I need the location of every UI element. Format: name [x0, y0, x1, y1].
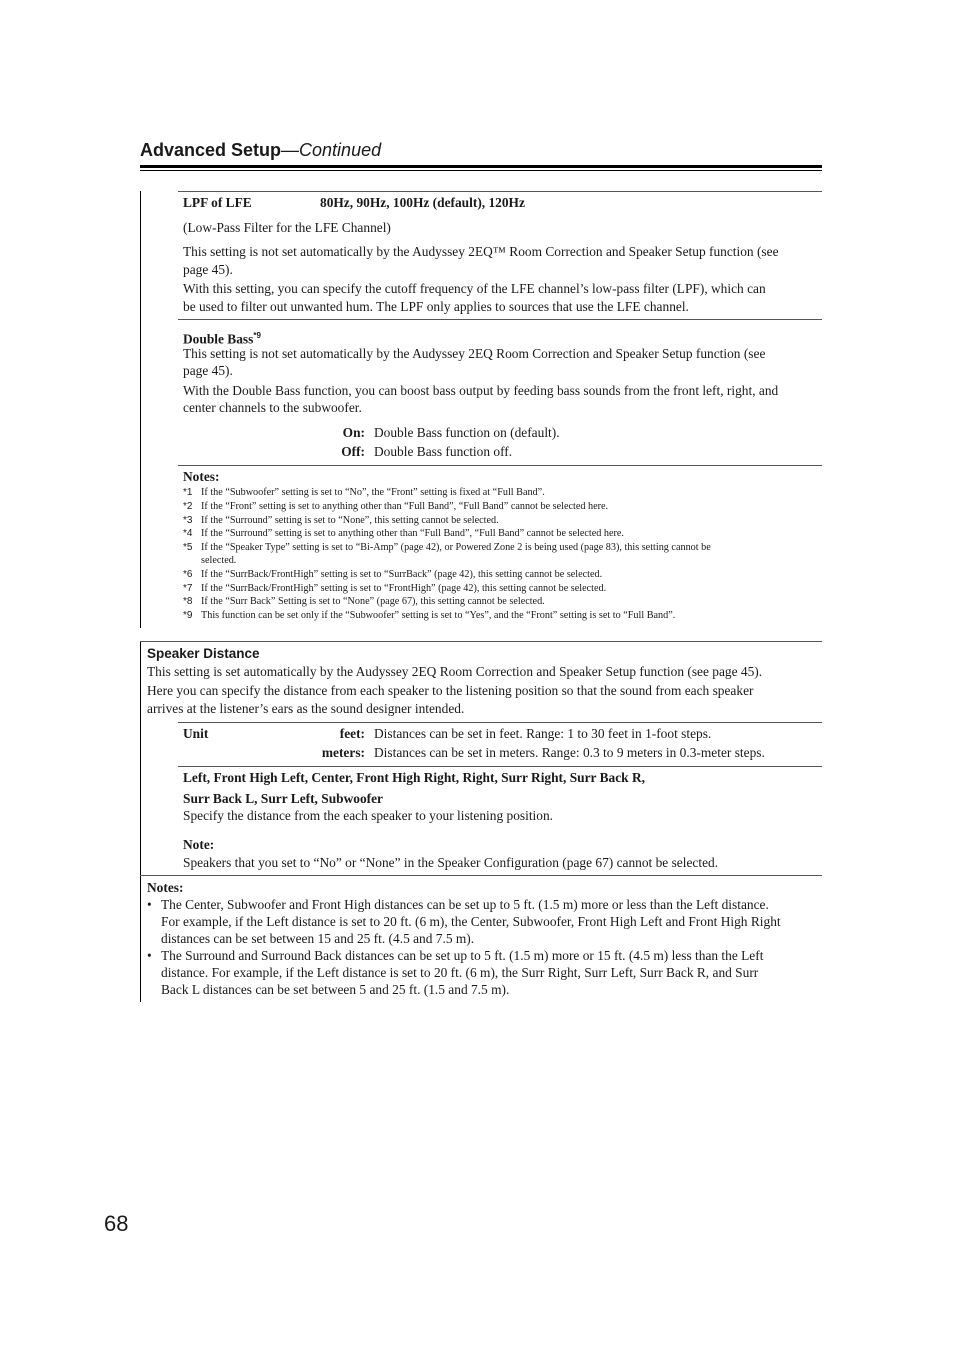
double-bass-label-text: Double Bass [183, 331, 254, 347]
lpf-subtitle: (Low-Pass Filter for the LFE Channel) [183, 220, 391, 235]
footnote-text: This function can be set only if the “Subwoofer” setting is set to “Yes”, and the “Front” setting is set to “Full Band”. [201, 610, 676, 621]
speaker-note1-line3: distances can be set between 15 and 25 ft. (4.5 and 7.5 m). [161, 931, 475, 946]
speakers-note-heading: Note: [183, 837, 215, 852]
footnote-text: If the “SurrBack/FrontHigh” setting is set to “FrontHigh” (page 42), this setting cannot be selected. [201, 583, 607, 594]
lpf-values: 80Hz, 90Hz, 100Hz (default), 120Hz [320, 195, 525, 210]
double-bass-para2-line1: With the Double Bass function, you can boost bass output by feeding bass sounds from the front left, right, and [183, 383, 779, 398]
speaker-note2-bullet: • [147, 948, 152, 963]
double-bass-para1-line1: This setting is not set automatically by the Audyssey 2EQ Room Correction and Speaker Setup function (see [183, 346, 766, 361]
footnote-mark: *2 [183, 501, 193, 512]
speakers-list-line1: Left, Front High Left, Center, Front High Right, Right, Surr Right, Surr Back R, [183, 770, 645, 785]
footnote-text: If the “Surr Back” Setting is set to “None” (page 67), this setting cannot be selected. [201, 596, 545, 607]
page-number: 68 [104, 1211, 129, 1236]
rule-notes-top [140, 875, 822, 876]
footnote-text: If the “Front” setting is set to anything other than “Full Band”, “Full Band” cannot be selected here. [201, 501, 609, 512]
speaker-notes-heading: Notes: [147, 880, 184, 895]
double-bass-para2-line2: center channels to the subwoofer. [183, 400, 362, 415]
rule-lpf-top [178, 191, 822, 192]
lpf-para2-line2: be used to filter out unwanted hum. The LPF only applies to sources that use the LFE channel. [183, 299, 689, 314]
header-title: Advanced Setup [140, 140, 282, 160]
double-bass-option-on-desc: Double Bass function on (default). [374, 425, 560, 440]
speaker-distance-intro-line2: Here you can specify the distance from each speaker to the listening position so that the sound from each speaker [147, 683, 754, 698]
speaker-note1-line2: For example, if the Left distance is set to 20 ft. (6 m), the Center, Subwoofer, Front High Left and Front High Right [161, 914, 781, 929]
rule-double-bass-top [178, 319, 822, 320]
double-bass-footnote-ref: *9 [253, 331, 261, 340]
footnote-mark: *4 [183, 528, 193, 539]
page-header [140, 140, 381, 161]
footnote-mark: *8 [183, 596, 193, 607]
lpf-para1-line1: This setting is not set automatically by the Audyssey 2EQ™ Room Correction and Speaker Setup function (see [183, 244, 779, 259]
speaker-note1-line1: The Center, Subwoofer and Front High distances can be set up to 5 ft. (1.5 m) more or less than the Left distance. [161, 897, 769, 912]
speakers-desc: Specify the distance from the each speaker to your listening position. [183, 808, 554, 823]
footnote-mark: *1 [183, 487, 193, 498]
unit-meters-key: meters: [321, 745, 365, 760]
left-margin-bar-bottom [140, 641, 141, 1002]
footnote-text: If the “Speaker Type” setting is set to “Bi-Amp” (page 42), or Powered Zone 2 is being used (page 83), this setting cannot be [201, 542, 711, 553]
footnote-mark: *9 [183, 610, 193, 621]
footnote-mark: *5 [183, 542, 193, 553]
header-rule-thick [140, 165, 822, 168]
footnote-mark: *7 [183, 583, 193, 594]
rule-unit-top [178, 722, 822, 723]
header-rule-thin [140, 170, 822, 171]
footnote-text: If the “Subwoofer” setting is set to “No”, the “Front” setting is fixed at “Full Band”. [201, 487, 545, 498]
speaker-distance-heading: Speaker Distance [147, 646, 260, 661]
double-bass-option-off-key: Off: [341, 444, 365, 459]
speaker-note1-bullet: • [147, 897, 152, 912]
speaker-note2-line2: distance. For example, if the Left distance is set to 20 ft. (6 m), the Surr Right, Surr Left, Surr Back R, and Surr [161, 965, 759, 980]
unit-feet-desc: Distances can be set in feet. Range: 1 to 30 feet in 1-foot steps. [374, 726, 712, 741]
footnote-text: If the “Surround” setting is set to anything other than “Full Band”, “Full Band” cannot be selected here. [201, 528, 624, 539]
double-bass-option-on-key: On: [342, 425, 365, 440]
footnote-text: selected. [201, 555, 237, 566]
rule-speaker-distance-top [140, 641, 822, 642]
footnote-text: If the “Surround” setting is set to “None”, this setting cannot be selected. [201, 515, 499, 526]
lpf-para2-line1: With this setting, you can specify the cutoff frequency of the LFE channel’s low-pass filter (LPF), which can [183, 281, 766, 296]
footnotes-heading: Notes: [183, 469, 220, 484]
rule-footnotes-top [178, 465, 822, 466]
speaker-distance-intro-line1: This setting is set automatically by the Audyssey 2EQ Room Correction and Speaker Setup function (see page 45). [147, 664, 763, 679]
speaker-note2-line3: Back L distances can be set between 5 and 25 ft. (1.5 and 7.5 m). [161, 982, 510, 997]
rule-speakers-top [178, 766, 822, 767]
lpf-label: LPF of LFE [183, 195, 252, 210]
speakers-list-line2: Surr Back L, Surr Left, Subwoofer [183, 791, 384, 806]
lpf-para1-line2: page 45). [183, 262, 233, 277]
footnote-mark: *3 [183, 515, 193, 526]
unit-label: Unit [183, 726, 209, 741]
header-continued: —Continued [281, 140, 382, 160]
double-bass-option-off-desc: Double Bass function off. [374, 444, 513, 459]
speakers-note-text: Speakers that you set to “No” or “None” in the Speaker Configuration (page 67) cannot be selected. [183, 855, 719, 870]
speaker-distance-intro-line3: arrives at the listener’s ears as the sound designer intended. [147, 701, 465, 716]
speaker-note2-line1: The Surround and Surround Back distances can be set up to 5 ft. (1.5 m) more or 15 ft. (4.5 m) less than the Left [161, 948, 764, 963]
double-bass-para1-line2: page 45). [183, 363, 233, 378]
unit-meters-desc: Distances can be set in meters. Range: 0.3 to 9 meters in 0.3-meter steps. [374, 745, 765, 760]
footnote-mark: *6 [183, 569, 193, 580]
unit-feet-key: feet: [339, 726, 365, 741]
footnote-text: If the “SurrBack/FrontHigh” setting is set to “SurrBack” (page 42), this setting cannot be selected. [201, 569, 603, 580]
left-margin-bar-top [140, 191, 141, 628]
